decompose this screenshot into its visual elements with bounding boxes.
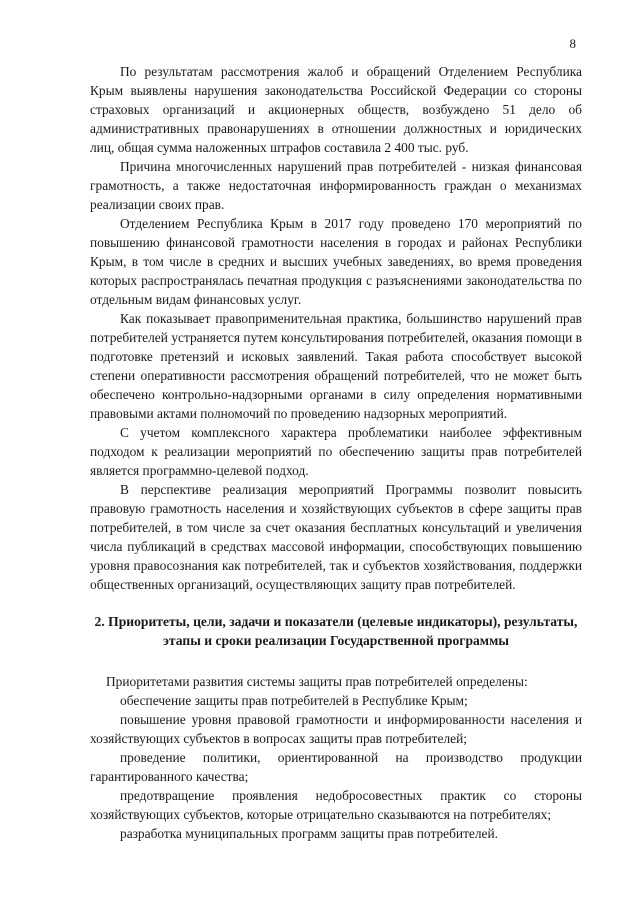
list-item: проведение политики, ориентированной на производство продукции гарантированного качества; [90, 750, 582, 784]
list-item: предотвращение проявления недобросовестных практик со стороны хозяйствующих субъектов, которые отрицательно сказываются на потребителях; [90, 788, 582, 822]
paragraph-enforcement-practice: Как показывает правоприменительная практика, большинство нарушений прав потребителей устраняется путем консультирования потребителей, оказания помощи в подготовке претензий и исковых заявлений. Такая работа способствует высокой степени оперативности рассмотрения обращений потребителей, что не может быть обеспечено контрольно-надзорными органами в силу определения нормативными правовыми актами полномочий по проведению надзорных мероприятий. [90, 311, 582, 421]
list-item: обеспечение защиты прав потребителей в Республике Крым; [120, 693, 468, 708]
priorities-list [90, 691, 582, 843]
priorities-intro: Приоритетами развития системы защиты прав потребителей определены: [106, 674, 528, 689]
section-heading: 2. Приоритеты, цели, задачи и показатели (целевые индикаторы), результаты, этапы и сроки реализации Государственной программы [94, 614, 578, 648]
paragraph-financial-literacy-events: Отделением Республика Крым в 2017 году проведено 170 мероприятий по повышению финансовой грамотности населения в городах и районах Республики Крым, в том числе в средних и высших учебных заведениях, во время проведения которых распространялась печатная продукция с разъяснениями законодательства по отдельным видам финансовых услуг. [90, 216, 582, 307]
list-item: разработка муниципальных программ защиты прав потребителей. [120, 826, 499, 841]
paragraph-violations-results: По результатам рассмотрения жалоб и обращений Отделением Республика Крым выявлены нарушения законодательства Российской Федерации со стороны страховых организаций и акционерных обществ, возбуждено 51 дело об административных правонарушениях в отношении должностных и юридических лиц, общая сумма наложенных штрафов составила 2 400 тыс. руб. [90, 64, 582, 155]
page-number: 8 [569, 36, 576, 51]
paragraph-program-approach: С учетом комплексного характера проблематики наиболее эффективным подходом к реализации мероприятий по обеспечению защиты прав потребителей является программно-целевой подход. [90, 425, 582, 478]
list-item: повышение уровня правовой грамотности и информированности населения и хозяйствующих субъектов в вопросах защиты прав потребителей; [90, 712, 582, 746]
paragraph-program-outlook: В перспективе реализация мероприятий Программы позволит повысить правовую грамотность населения и хозяйствующих субъектов в сфере защиты прав потребителей, в том числе за счет оказания бесплатных консультаций и увеличения числа публикаций в средствах массовой информации, способствующих повышению уровня правосознания как потребителей, так и субъектов хозяйствования, поддержки общественных организаций, осуществляющих защиту прав потребителей. [90, 482, 582, 592]
paragraph-violations-cause: Причина многочисленных нарушений прав потребителей - низкая финансовая грамотность, а также недостаточная информированность граждан о механизмах реализации своих прав. [90, 159, 582, 212]
